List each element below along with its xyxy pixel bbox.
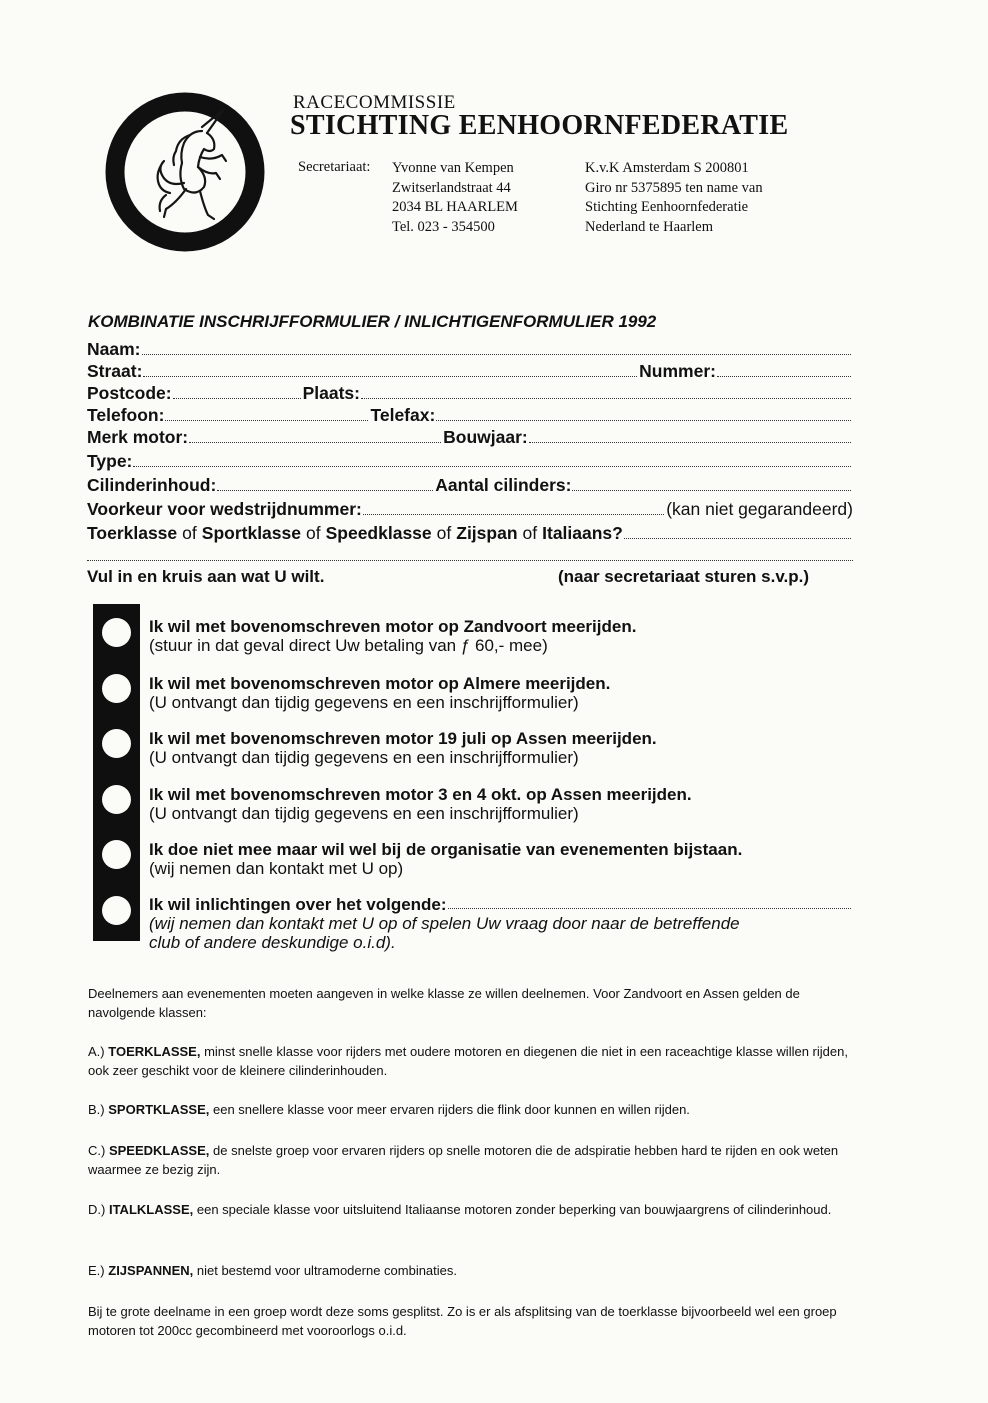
federation-title: STICHTING EENHOORNFEDERATIE — [290, 110, 789, 141]
class-description: een speciale klasse voor uitsluitend Italiaanse motoren zonder beperking van bouwjaargrens of cilinderinhoud. — [196, 1202, 832, 1217]
telefoon-row — [87, 404, 853, 426]
class-name: ITALKLASSE, — [108, 1202, 194, 1217]
option-title: Ik wil met bovenomschreven motor 19 juli op Assen meerijden. — [149, 729, 657, 748]
voorkeur-field[interactable] — [363, 514, 664, 515]
class-name: SPORTKLASSE, — [108, 1102, 210, 1117]
garantie-note: (kan niet gegarandeerd) — [666, 499, 853, 519]
postcode-label: Postcode: — [87, 383, 172, 403]
bank-line: Giro nr 5375895 ten name van — [585, 179, 763, 196]
voorkeur-label: Voorkeur voor wedstrijdnummer: — [87, 499, 362, 519]
option-checkbox-assen-juli[interactable] — [102, 729, 131, 758]
straat-row — [87, 360, 853, 382]
option-title: Ik wil met bovenomschreven motor 3 en 4 okt. op Assen meerijden. — [149, 785, 692, 804]
bank-line: K.v.K Amsterdam S 200801 — [585, 160, 749, 176]
klasse-field[interactable] — [624, 538, 851, 539]
klasse-of: of — [182, 523, 197, 543]
address-line: Yvonne van Kempen — [392, 160, 514, 176]
telefoon-field[interactable] — [165, 420, 368, 421]
cilinderinhoud-field[interactable] — [217, 490, 433, 491]
class-c-paragraph — [88, 1141, 863, 1179]
instruction-left: Vul in en kruis aan wat U wilt. — [87, 567, 325, 586]
klasse-of: of — [436, 523, 452, 543]
nummer-label: Nummer: — [639, 361, 716, 381]
unicorn-logo-icon — [104, 91, 266, 253]
naam-field[interactable] — [142, 354, 852, 355]
straat-label: Straat: — [87, 361, 143, 381]
aantal-cilinders-field[interactable] — [572, 490, 851, 491]
postcode-row — [87, 382, 853, 404]
option-zandvoort — [149, 617, 636, 655]
type-row — [87, 450, 853, 472]
class-name: SPEEDKLASSE, — [108, 1143, 210, 1158]
option-organisatie — [149, 840, 742, 878]
class-name: TOERKLASSE, — [108, 1044, 201, 1059]
option-note: club of andere deskundige o.i.d). — [149, 933, 396, 952]
type-label: Type: — [87, 451, 133, 471]
checkbox-strip — [93, 604, 140, 941]
class-prefix: B.) — [88, 1102, 105, 1117]
option-title: Ik wil inlichtingen over het volgende: — [149, 895, 447, 914]
intro-paragraph: Deelnemers aan evenementen moeten aangeven in welke klasse ze willen deelnemen. Voor Zandvoort en Assen gelden de navolgende klassen: — [88, 986, 800, 1020]
option-note: (stuur in dat geval direct Uw betaling van ƒ 60,- mee) — [149, 636, 548, 655]
naam-label: Naam: — [87, 339, 141, 359]
bank-line: Stichting Eenhoornfederatie — [585, 199, 749, 215]
class-prefix: E.) — [88, 1263, 105, 1278]
option-assen-juli — [149, 729, 657, 767]
bouwjaar-label: Bouwjaar: — [443, 427, 528, 447]
telefoon-label: Telefoon: — [87, 405, 165, 425]
merk-field[interactable] — [189, 442, 441, 443]
klasse-toer: Toerklasse — [87, 523, 178, 543]
cilinder-row — [87, 474, 853, 496]
postcode-field[interactable] — [173, 398, 301, 399]
option-note: (U ontvangt dan tijdig gegevens en een inschrijfformulier) — [149, 804, 579, 823]
option-note: (U ontvangt dan tijdig gegevens en een inschrijfformulier) — [149, 693, 579, 712]
class-prefix: D.) — [88, 1202, 106, 1217]
option-title: Ik wil met bovenomschreven motor op Almere meerijden. — [149, 674, 611, 693]
address-line: 2034 BL HAARLEM — [392, 199, 518, 215]
class-description: niet bestemd voor ultramoderne combinaties. — [196, 1263, 458, 1278]
klasse-italiaans: Italiaans? — [542, 523, 623, 543]
naam-row — [87, 338, 853, 360]
type-field[interactable] — [133, 466, 851, 467]
commission-title: RACECOMMISSIE — [293, 92, 456, 113]
option-assen-okt — [149, 785, 692, 823]
nummer-field[interactable] — [717, 376, 851, 377]
klasse-of: of — [305, 523, 321, 543]
option-checkbox-organisatie[interactable] — [102, 840, 131, 869]
class-description: de snelste groep voor ervaren rijders op snelle motoren die de adspiratie hebben hard te rijden en ook weten waarmee ze bezig zijn. — [88, 1143, 839, 1177]
cilinderinhoud-label: Cilinderinhoud: — [87, 475, 217, 495]
form-title: KOMBINATIE INSCHRIJFFORMULIER / INLICHTIGENFORMULIER 1992 — [88, 312, 657, 331]
option-note: (wij nemen dan kontakt met U op) — [149, 859, 404, 878]
plaats-label: Plaats: — [302, 383, 360, 403]
option-title: Ik wil met bovenomschreven motor op Zandvoort meerijden. — [149, 617, 637, 636]
class-e-paragraph — [88, 1261, 863, 1280]
bank-line: Nederland te Haarlem — [585, 218, 714, 235]
closing-paragraph: Bij te grote deelname in een groep wordt deze soms gesplitst. Zo is er als afsplitsing van de toerklasse bijvoorbeeld wel een groep motoren tot 200cc gecombineerd met vooroorlogs o.i.d. — [88, 1304, 837, 1338]
class-description: minst snelle klasse voor rijders met oudere motoren en diegenen die niet in een raceachtige klasse willen rijden, ook zeer geschikt voor de kleinere cilinderinhouden. — [88, 1044, 848, 1078]
bank-details — [585, 159, 763, 237]
voorkeur-row — [87, 498, 853, 520]
instruction-right: (naar secretariaat sturen s.v.p.) — [558, 567, 810, 586]
secretariat-label: Secretariaat: — [298, 159, 371, 175]
option-checkbox-inlichtingen[interactable] — [102, 896, 131, 925]
klasse-of: of — [522, 523, 538, 543]
section-divider — [87, 560, 853, 561]
telefax-field[interactable] — [436, 420, 851, 421]
class-description: een snellere klasse voor meer ervaren rijders die flink door kunnen en willen rijden. — [213, 1102, 690, 1117]
secretariat-address — [392, 159, 518, 237]
option-inlichtingen — [149, 895, 853, 952]
telefax-label: Telefax: — [370, 405, 436, 425]
klasse-speed: Speedklasse — [325, 523, 432, 543]
merk-label: Merk motor: — [87, 427, 189, 447]
klasse-sport: Sportklasse — [201, 523, 301, 543]
class-prefix: A.) — [88, 1044, 105, 1059]
class-prefix: C.) — [88, 1143, 106, 1158]
bouwjaar-field[interactable] — [529, 442, 851, 443]
address-line: Zwitserlandstraat 44 — [392, 179, 511, 196]
class-a-paragraph — [88, 1042, 863, 1080]
option-almere — [149, 674, 610, 712]
option-checkbox-assen-okt[interactable] — [102, 785, 131, 814]
option-checkbox-almere[interactable] — [102, 674, 131, 703]
class-name: ZIJSPANNEN, — [108, 1263, 194, 1278]
aantal-cilinders-label: Aantal cilinders: — [435, 475, 572, 495]
plaats-field[interactable] — [361, 398, 851, 399]
class-b-paragraph — [88, 1100, 863, 1119]
klasse-row — [87, 522, 853, 544]
merk-row — [87, 426, 853, 448]
class-d-paragraph — [88, 1200, 863, 1219]
option-note: (U ontvangt dan tijdig gegevens en een inschrijfformulier) — [149, 748, 579, 767]
address-line: Tel. 023 - 354500 — [392, 218, 495, 235]
option-checkbox-zandvoort[interactable] — [102, 618, 131, 647]
option-note: (wij nemen dan kontakt met U op of spelen Uw vraag door naar de betreffende — [149, 914, 740, 933]
option-title: Ik doe niet mee maar wil wel bij de organisatie van evenementen bijstaan. — [149, 840, 743, 859]
straat-field[interactable] — [143, 376, 637, 377]
inlichtingen-field[interactable] — [448, 908, 851, 909]
klasse-zijspan: Zijspan — [456, 523, 518, 543]
